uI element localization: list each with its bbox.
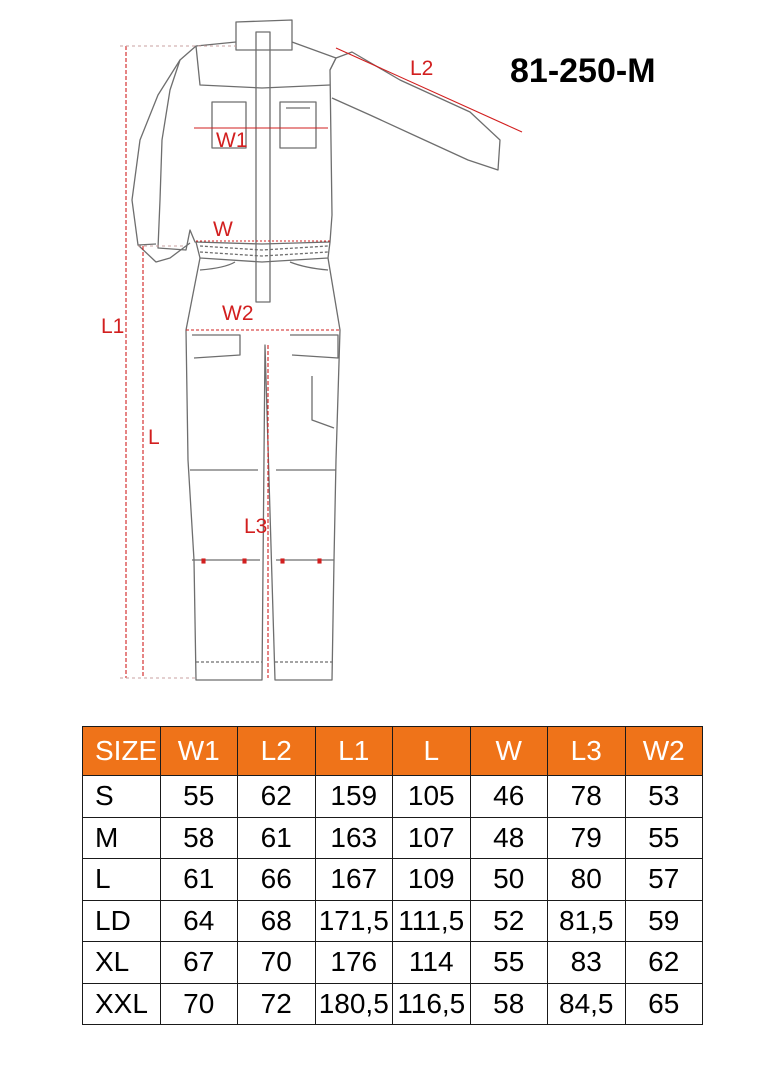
cell-l1: 167 — [315, 859, 393, 901]
cell-l2: 61 — [238, 817, 316, 859]
table-row — [83, 817, 703, 859]
header-w1: W1 — [160, 727, 238, 776]
cell-w2: 57 — [625, 859, 703, 901]
label-w1: W1 — [216, 129, 248, 152]
cell-l: 105 — [393, 776, 471, 818]
label-l: L — [148, 426, 160, 449]
cell-l2: 72 — [238, 983, 316, 1025]
header-l2: L2 — [238, 727, 316, 776]
cell-size: M — [83, 817, 161, 859]
cell-l3: 81,5 — [548, 900, 626, 942]
cell-w: 52 — [470, 900, 548, 942]
cell-size: XL — [83, 942, 161, 984]
cell-l2: 68 — [238, 900, 316, 942]
cell-w2: 62 — [625, 942, 703, 984]
cell-w1: 55 — [160, 776, 238, 818]
header-w2: W2 — [625, 727, 703, 776]
cell-w1: 58 — [160, 817, 238, 859]
header-w: W — [470, 727, 548, 776]
cell-l2: 62 — [238, 776, 316, 818]
cell-l2: 66 — [238, 859, 316, 901]
model-code: 81-250-M — [510, 52, 656, 90]
cell-l1: 159 — [315, 776, 393, 818]
dimension-lines — [120, 46, 522, 678]
table-row — [83, 776, 703, 818]
cell-l1: 176 — [315, 942, 393, 984]
cell-w: 46 — [470, 776, 548, 818]
cell-w1: 64 — [160, 900, 238, 942]
cell-size: LD — [83, 900, 161, 942]
cell-w1: 67 — [160, 942, 238, 984]
cell-size: S — [83, 776, 161, 818]
cell-l: 114 — [393, 942, 471, 984]
cell-size: XXL — [83, 983, 161, 1025]
cell-w: 50 — [470, 859, 548, 901]
header-size: SIZE — [83, 727, 161, 776]
label-w2: W2 — [222, 302, 254, 325]
cell-l2: 70 — [238, 942, 316, 984]
cell-w2: 65 — [625, 983, 703, 1025]
cell-l: 107 — [393, 817, 471, 859]
label-l1: L1 — [101, 315, 125, 338]
cell-size: L — [83, 859, 161, 901]
cell-w: 55 — [470, 942, 548, 984]
cell-l3: 79 — [548, 817, 626, 859]
dimension-labels — [101, 57, 433, 538]
cell-l: 111,5 — [393, 900, 471, 942]
label-l2: L2 — [410, 57, 434, 80]
header-l: L — [393, 727, 471, 776]
table-row — [83, 983, 703, 1025]
table-row — [83, 859, 703, 901]
cell-l3: 80 — [548, 859, 626, 901]
table-row — [83, 900, 703, 942]
cell-l1: 171,5 — [315, 900, 393, 942]
cell-w: 48 — [470, 817, 548, 859]
cell-l3: 84,5 — [548, 983, 626, 1025]
header-l3: L3 — [548, 727, 626, 776]
cell-w2: 59 — [625, 900, 703, 942]
cell-l: 116,5 — [393, 983, 471, 1025]
cell-w1: 70 — [160, 983, 238, 1025]
cell-l3: 83 — [548, 942, 626, 984]
cell-w1: 61 — [160, 859, 238, 901]
table-header-row — [83, 727, 703, 776]
coverall-outline — [132, 20, 500, 680]
cell-w2: 53 — [625, 776, 703, 818]
cell-l3: 78 — [548, 776, 626, 818]
label-w: W — [213, 218, 233, 241]
cell-w2: 55 — [625, 817, 703, 859]
label-l3: L3 — [244, 515, 268, 538]
cell-l: 109 — [393, 859, 471, 901]
cell-l1: 180,5 — [315, 983, 393, 1025]
cell-w: 58 — [470, 983, 548, 1025]
table-row — [83, 942, 703, 984]
header-l1: L1 — [315, 727, 393, 776]
cell-l1: 163 — [315, 817, 393, 859]
size-chart-table — [82, 726, 703, 1025]
